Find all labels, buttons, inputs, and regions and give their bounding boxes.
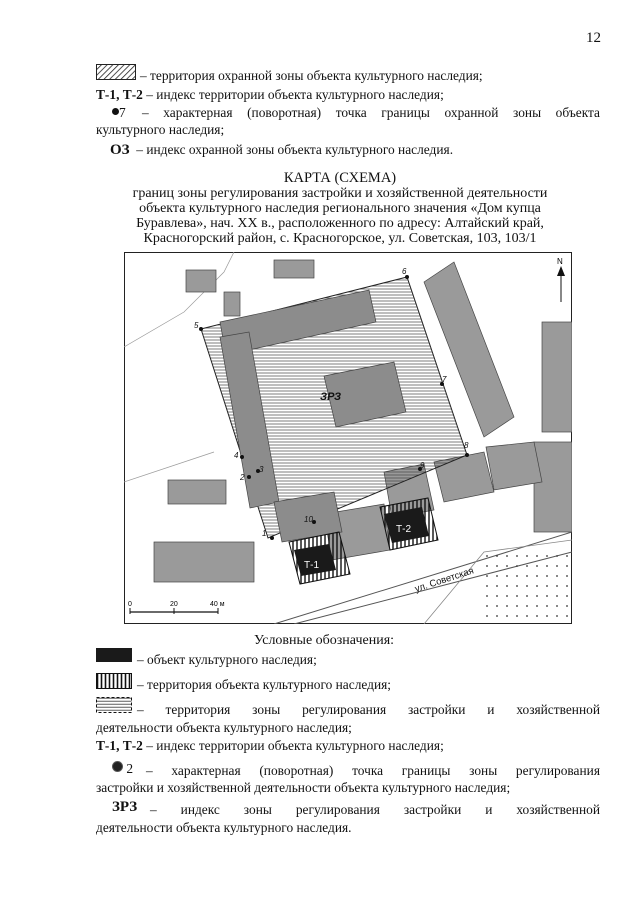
- map-title-heading: КАРТА (СХЕМА): [283, 170, 397, 186]
- svg-text:N: N: [557, 257, 563, 266]
- scale-label: 40 м: [210, 601, 225, 608]
- street-label: ул. Советская: [413, 565, 476, 595]
- map-title-line: Красногорский район, с. Красногорское, ул. Советская, 103, 103/1: [143, 231, 537, 246]
- building: [486, 442, 542, 490]
- map-title-line: объекта культурного наследия регионального значения «Дом купца: [139, 201, 541, 216]
- legend-index-label: Т-1, Т-2: [96, 738, 143, 753]
- building: [168, 480, 226, 504]
- point-label: 5: [194, 321, 199, 330]
- legend-index-text: – индекс территории объекта культурного наследия;: [146, 87, 444, 102]
- point-label: 4: [234, 451, 239, 460]
- building: [154, 542, 254, 582]
- object-label-t1: Т-1: [304, 560, 319, 571]
- scale-label: 0: [128, 601, 132, 608]
- point-label: 9: [420, 461, 425, 470]
- zone-map: [124, 252, 572, 624]
- point-label: 7: [442, 375, 447, 384]
- hatch-zone-swatch-icon: [96, 64, 136, 80]
- zrz-swatch-icon: [96, 697, 132, 713]
- legend-point-number: 2: [126, 761, 134, 776]
- boundary-point: [465, 453, 469, 457]
- point-label: 8: [464, 441, 469, 450]
- legend-zrz-text: – территория зоны регулирования застройки и хозяйственной: [137, 702, 600, 717]
- object-swatch-icon: [96, 648, 132, 662]
- legend-heading: Условные обозначения:: [254, 633, 395, 648]
- object-label-t2: Т-2: [396, 524, 411, 535]
- legend-point-text-cont: застройки и хозяйственной деятельности объекта культурного наследия;: [96, 780, 511, 795]
- legend-point-text: – характерная (поворотная) точка границы охранной зоны объекта: [142, 105, 600, 120]
- legend-object-text: – объект культурного наследия;: [137, 652, 317, 667]
- legend-point-text: – характерная (поворотная) точка границы зоны регулирования: [146, 763, 600, 778]
- legend-point-text-cont: культурного наследия;: [96, 122, 225, 137]
- zrz-zone-label: ЗРЗ: [320, 391, 342, 403]
- boundary-point: [240, 455, 244, 459]
- oz-index-label: ОЗ: [110, 142, 130, 158]
- zrz-index-text-cont: деятельности объекта культурного наследия.: [96, 820, 352, 835]
- zrz-index-label: ЗРЗ: [112, 799, 138, 815]
- point-label: 2: [240, 473, 245, 482]
- map-title-line: Буравлева», нач. XX в., расположенного по адресу: Алтайский край,: [136, 216, 544, 231]
- page-number: 12: [586, 30, 601, 46]
- scale-label: 20: [170, 601, 178, 608]
- legend-zrz-text-cont: деятельности объекта культурного наследия;: [96, 720, 352, 735]
- legend-hatch-zone-text: – территория охранной зоны объекта культурного наследия;: [140, 68, 483, 83]
- building: [534, 442, 572, 532]
- boundary-point: [199, 327, 203, 331]
- point-label: 10: [304, 515, 313, 524]
- point-label: 3: [259, 465, 264, 474]
- territory-swatch-icon: [96, 673, 132, 689]
- building: [224, 292, 240, 316]
- building: [542, 322, 572, 432]
- legend-point-number: 7: [119, 105, 126, 120]
- boundary-point-icon: [112, 108, 119, 115]
- zrz-index-text: – индекс зоны регулирования застройки и хозяйственной: [150, 802, 600, 817]
- park-area: [479, 552, 572, 624]
- legend-territory-text: – территория объекта культурного наследия;: [137, 677, 392, 692]
- legend-index-label: Т-1, Т-2: [96, 87, 143, 102]
- map-title-line: границ зоны регулирования застройки и хозяйственной деятельности: [132, 186, 548, 201]
- boundary-point-icon: [112, 761, 123, 772]
- boundary-point: [270, 536, 274, 540]
- building: [186, 270, 216, 292]
- boundary-point: [247, 475, 251, 479]
- legend-index-text: – индекс территории объекта культурного наследия;: [146, 738, 444, 753]
- point-label: 6: [402, 267, 407, 276]
- oz-index-text: – индекс охранной зоны объекта культурного наследия.: [136, 142, 454, 157]
- building: [274, 260, 314, 278]
- point-label: 1: [262, 529, 267, 538]
